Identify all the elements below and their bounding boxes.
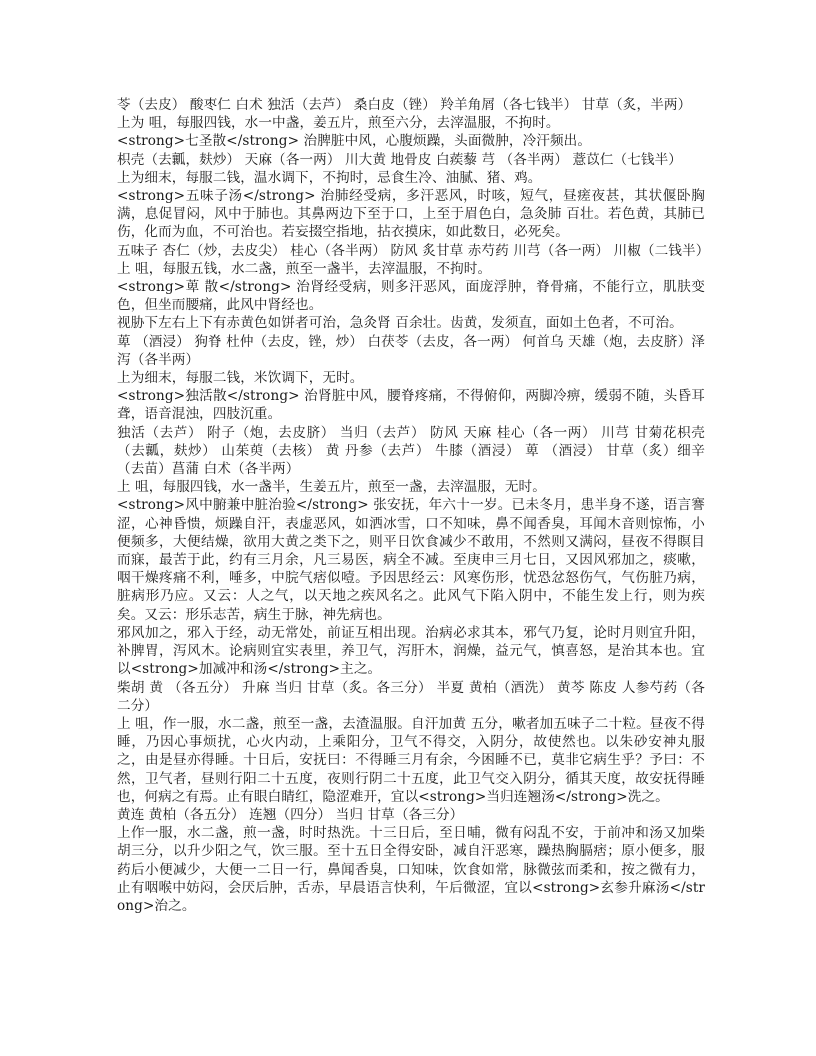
paragraph-danggui-lianqiao-ingredients: 黄连 黄柏（各五分） 连翘（四分） 当归 甘草（各三分） [117, 806, 464, 823]
paragraph-duhuo-san: <strong>独活散</strong> 治肾脏中风，腰脊疼痛，不得俯仰，两脚冷痹，缓弱不随，头昏耳聋，语音混浊，四肢沉重。 [117, 388, 705, 423]
paragraph-treatment-principle: 邪风加之，邪入于经，动无常处，前证互相出现。治病必求其本，邪气乃复，论时月则宜升阳，补脾胃，泻风木。论病则宜实表里，养卫气，泻肝木，润燥，益元气，慎喜怒，是治其本也。宜以<strong>加减冲和汤</strong>主之。 [117, 624, 705, 678]
paragraph-bi-san-ingredients: 萆 （酒浸） 狗脊 杜仲（去皮，锉，炒） 白茯苓（去皮，各一两） 何首乌 天雄（炮，去皮脐）泽泻（各半两） [117, 333, 705, 368]
paragraph-qisheng-san: <strong>七圣散</strong> 治脾脏中风，心腹烦躁，头面微肿，冷汗频出。 [117, 133, 592, 150]
document-page [117, 96, 710, 915]
paragraph-wuweizi-ingredients: 五味子 杏仁（炒，去皮尖） 桂心（各半两） 防风 炙甘草 赤芍药 川芎（各一两） 川椒（二钱半） [117, 242, 710, 259]
paragraph-formula-ingredients: 苓（去皮） 酸枣仁 白术 独活（去芦） 桑白皮（锉） 羚羊角屑（各七钱半） 甘草（炙，半两） [117, 97, 692, 113]
paragraph-bi-san-prognosis: 视胁下左右上下有赤黄色如饼者可治，急灸肾 百余壮。齿黄，发须直，面如土色者，不可治。 [117, 315, 683, 332]
paragraph-chonghe-preparation: 上 咀，作一服，水二盏，煎至一盏，去渣温服。自汗加黄 五分，嗽者加五味子二十粒。昼夜不得睡，乃因心事烦扰，心火内动，上乘阳分，卫气不得交，入阴分，故使然也。以朱砂安神丸服之，由是昼亦得睡。十日后，安抚曰：不得睡三月有余，今困睡不已，莫非它病生乎？予曰：不然，卫气者，昼则行阳二十五度，夜则行阴二十五度，此卫气交入阴分，循其天度，故安抚得睡也，何病之有焉。止有眼白睛红，隐涩难开，宜以<strong>当归连翘汤</strong>洗之。 [117, 715, 705, 805]
paragraph-bi-san: <strong>萆 散</strong> 治肾经受病，则多汗恶风，面庞浮肿，脊骨痛，不能行立，肌肤变色，但坐而腰痛，此风中肾经也。 [117, 279, 705, 314]
paragraph-bi-san-preparation: 上为细末，每服二钱，米饮调下，无时。 [117, 370, 364, 387]
paragraph-duhuo-ingredients: 独活（去芦） 附子（炮，去皮脐） 当归（去芦） 防风 天麻 桂心（各一两） 川芎 甘菊花枳壳（去瓤，麸炒） 山茱萸（去核） 黄 丹参（去芦） 牛膝（酒浸） 萆 （酒浸） 甘草（炙）细辛（去苗）菖蒲 白术（各半两） [117, 424, 705, 478]
paragraph-followup: 上作一服，水二盏，煎一盏，时时热洗。十三日后，至日晡，微有闷乱不安，于前冲和汤又加柴胡三分，以升少阳之气，饮三服。至十五日全得安卧，减自汗恶寒，躁热胸膈痞；原小便多，服药后小便减少，大便一二日一行，鼻闻香臭，口知味，饮食如常，脉微弦而柔和，按之微有力，止有咽喉中妨闷，会厌后肿，舌赤，早晨语言快利，午后微涩，宜以<strong>玄参升麻汤</strong>治之。 [117, 825, 705, 914]
paragraph-case-record: <strong>风中腑兼中脏治验</strong> 张安抚，年六十一岁。已未冬月，患半身不遂，语言謇涩，心神昏愦，烦躁自汗，表虚恶风，如洒冰雪，口不知味，鼻不闻香臭，耳闻木音则惊怖，小便频多，大便结燥，欲用大黄之类下之，则平日饮食减少不敢用，不然则又满闷，昼夜不得瞑目而寐，最苦于此，约有三月余，凡三易医，病全不减。至庚申三月七日，又因风邪加之，痰嗽，咽干燥疼痛不利，唾多，中脘气痞似噎。予因思经云：风寒伤形，忧恐忿怒伤气，气伤脏乃病，脏病形乃应。又云：人之气，以天地之疾风名之。此风气下陷入阴中，不能生发上行，则为疾矣。又云：形乐志苦，病生于脉，神先病也。 [117, 497, 705, 623]
paragraph-qisheng-preparation: 上为细末，每服二钱，温水调下，不拘时，忌食生冷、油腻、猪、鸡。 [117, 169, 542, 186]
paragraph-qisheng-ingredients: 枳壳（去瓤，麸炒） 天麻（各一两） 川大黄 地骨皮 白蒺藜 芎 （各半两） 薏苡仁（七钱半） [117, 151, 683, 168]
paragraph-duhuo-preparation: 上 咀，每服四钱，水一盏半，生姜五片，煎至一盏，去滓温服，无时。 [117, 479, 546, 496]
paragraph-wuweizi-tang: <strong>五味子汤</strong> 治肺经受病，多汗恶风，时咳，短气，昼瘥夜甚，其状偃卧胸满，息促冒闷，风中于肺也。其鼻两边下至于口，上至于眉色白，急灸肺 百壮。若色黄，其肺已伤，化而为血，不可治也。若妄掇空指地，拈衣摸床，如此数日，必死矣。 [117, 188, 705, 241]
paragraph-preparation: 上为 咀，每服四钱，水一中盏，姜五片，煎至六分，去滓温服，不拘时。 [117, 115, 560, 132]
paragraph-chonghe-ingredients: 柴胡 黄 （各五分） 升麻 当归 甘草（炙。各三分） 半夏 黄柏（酒洗） 黄芩 陈皮 人参芍药（各二分） [117, 679, 705, 714]
paragraph-wuweizi-preparation: 上 咀，每服五钱，水二盏，煎至一盏半，去滓温服，不拘时。 [117, 260, 492, 277]
